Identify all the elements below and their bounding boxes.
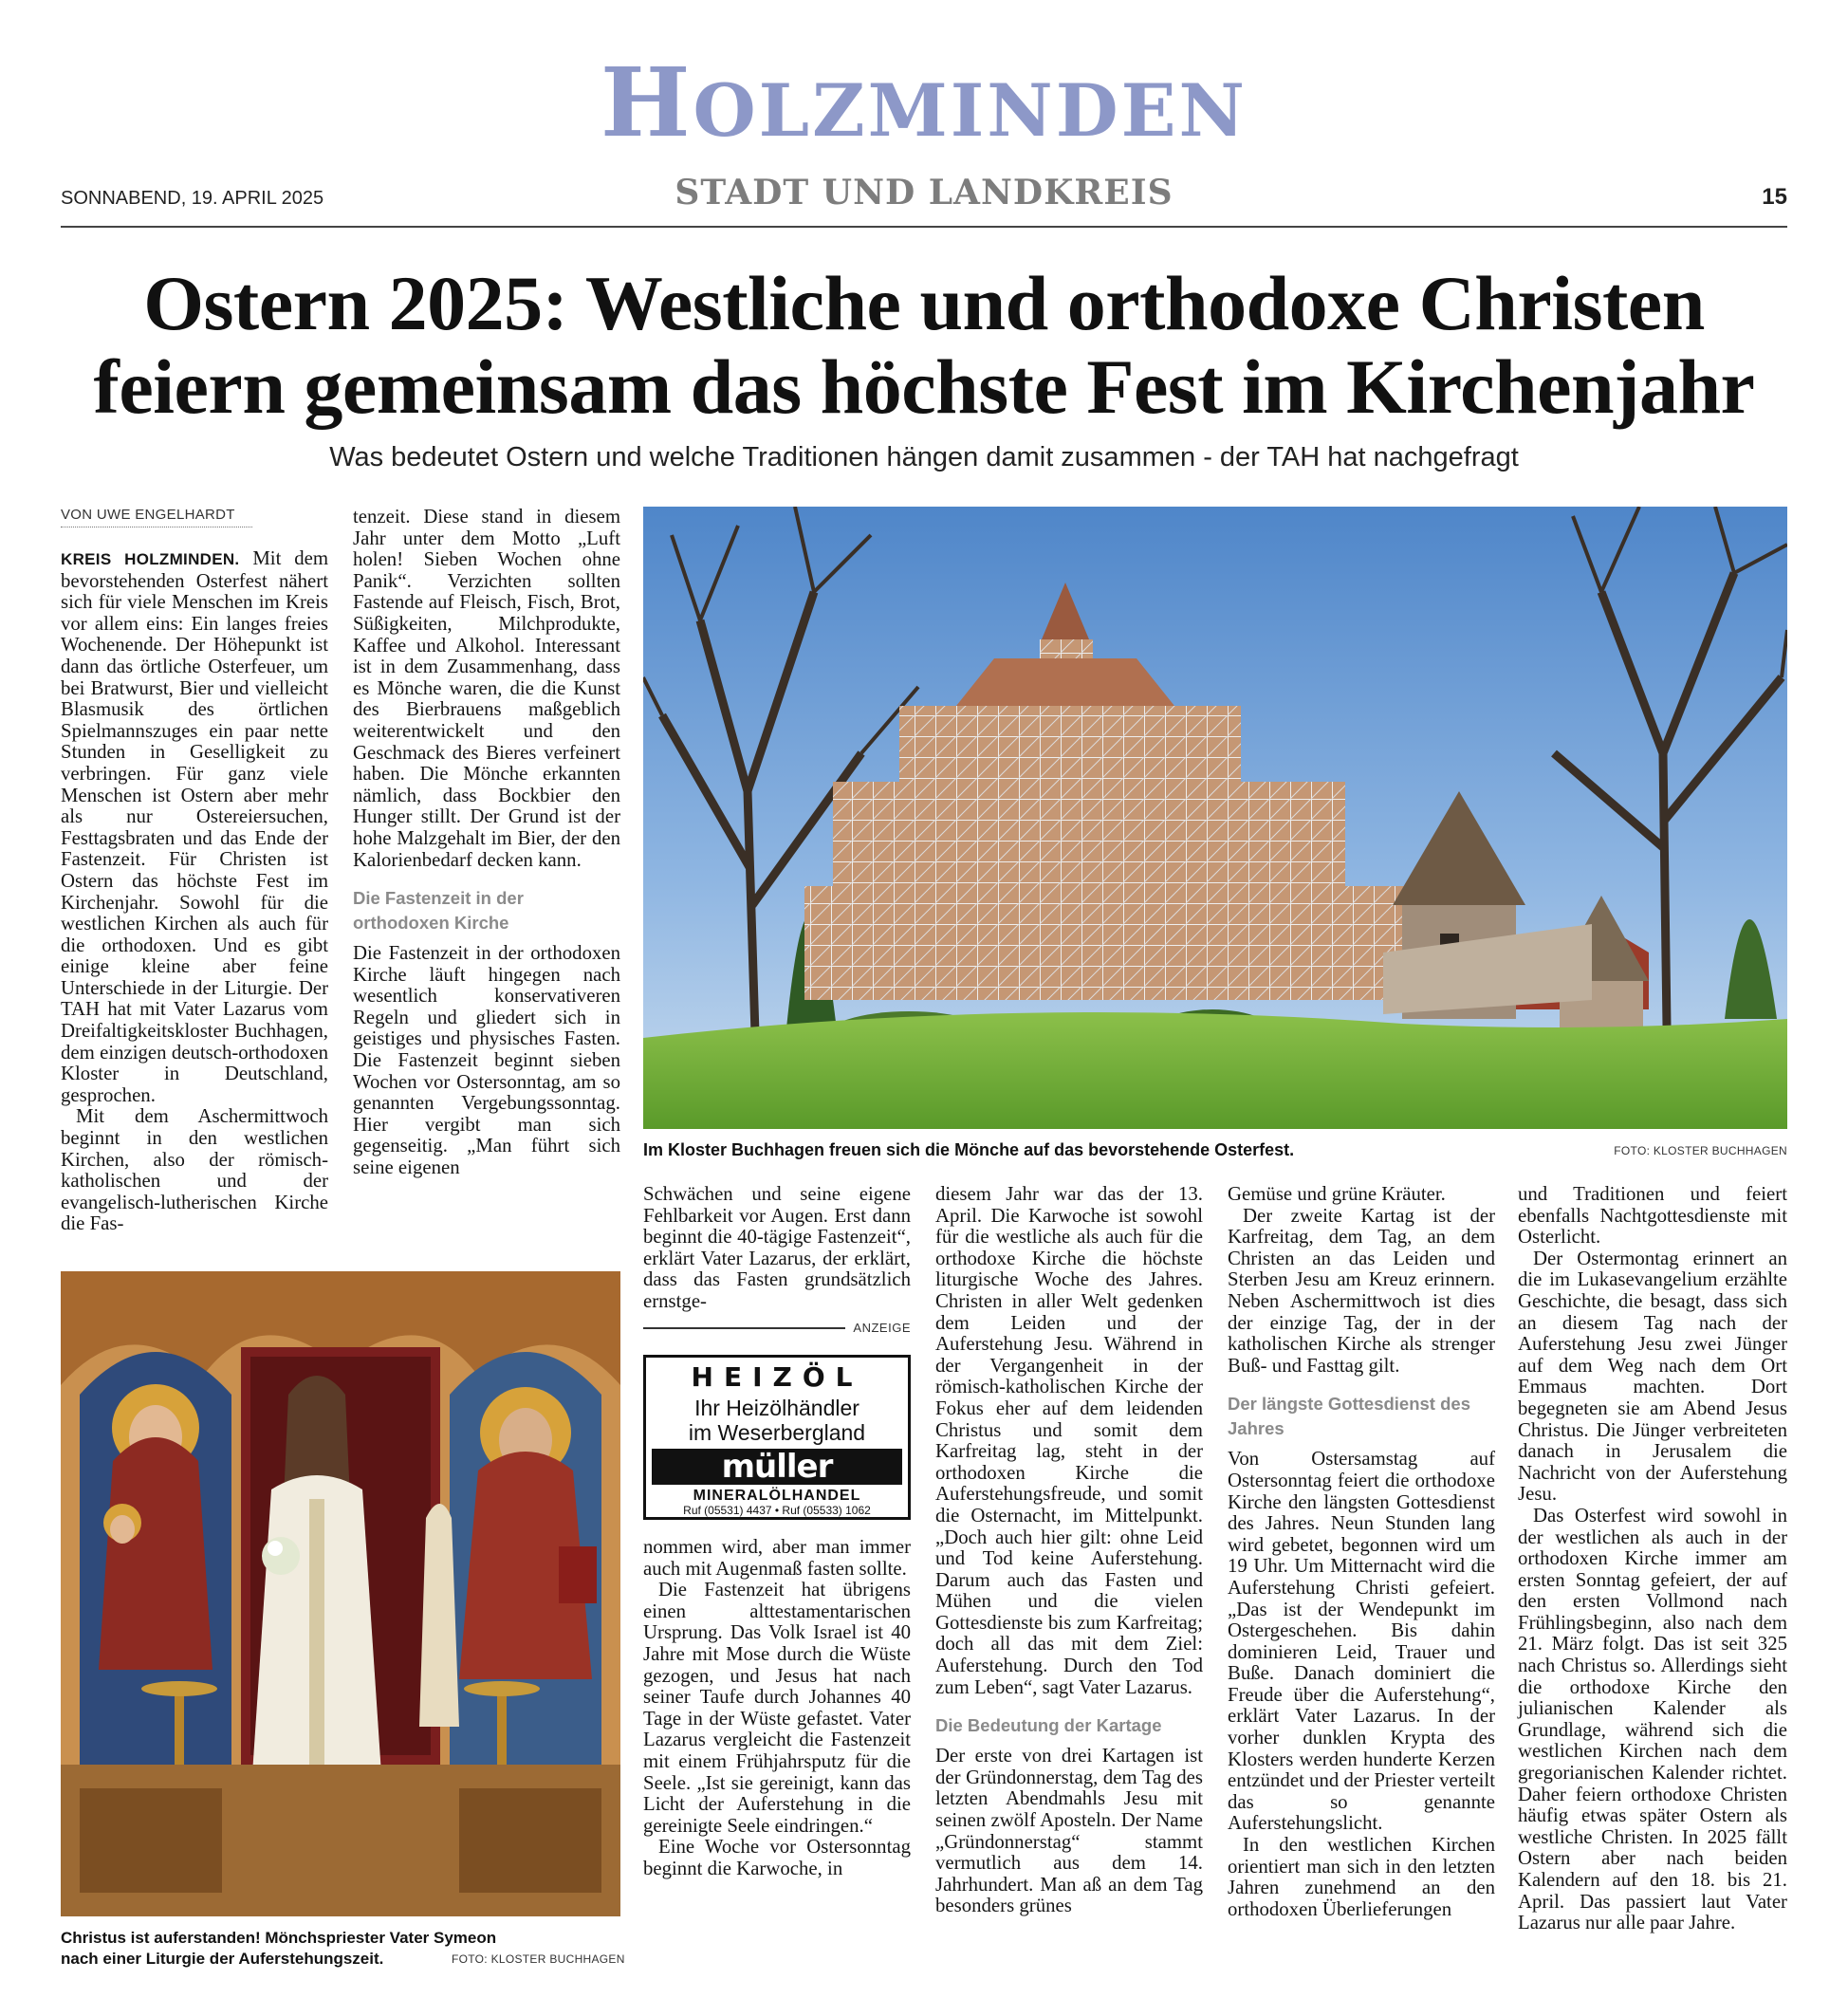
priest-photo [61,1271,620,1916]
article-subheading: Die Bedeutung der Kartage [935,1715,1162,1736]
divider [643,1327,845,1329]
paragraph: Das Osterfest wird sowohl in der westlichen als auch in der orthodoxen Kirche immer am ersten Sonntag gefeiert, der auf den ersten Vollmond nach Frühlingsbeginn, also nach dem 21. März folgt. Das ist seit 325 nach Christus so. Allerdings sieht die orthodoxe Kirche den julianischen Kalender als Grundlage, während sich die westlichen Kirchen nach dem gregorianischen Kalender richtet. Daher feiern orthodoxe Christen häufig etwas später Ostern als westliche Christen. In 2025 fällt Ostern aber nach beiden Kalendern auf den 18. bis 21. April. Das passiert laut Vater Lazarus nur alle paar Jahre. [1518,1504,1787,1934]
headline-line-1: Ostern 2025: Westliche und orthodoxe Christen [143,260,1705,346]
ad-company: MINERALÖLHANDEL [693,1488,861,1504]
paragraph: und Traditionen und feiert ebenfalls Nachtgottesdienste mit Osterlicht. [1518,1183,1787,1249]
page-number: 15 [1762,184,1787,210]
paragraph: Mit dem Aschermittwoch beginnt in den westlichen Kirchen, also der römisch-katholischen und der evangelisch-lutherischen Kirche die Fas- [61,1105,328,1235]
paragraph: Der Ostermontag erinnert an die im Lukasevangelium erzählte Geschichte, die besagt, dass sich an diesem Tag nach der Auferstehung Jesu zwei Jünger auf dem Weg nach dem Ort Emmaus machten. Dort begegneten sie am Abend Jesus Christus. Die Jünger verbreiteten danach in Jerusalem die Nachricht von der Auferstehung Jesu. [1518,1247,1787,1506]
issue-date: SONNABEND, 19. APRIL 2025 [61,188,324,209]
article-subheading: Der längste Gottesdienst des Jahres [1228,1394,1470,1439]
paragraph: Von Ostersamstag auf Ostersonntag feiert die orthodoxe Kirche den längsten Gottesdienst des Jahres. Neun Stunden lang wird gebetet, begonnen wird um 19 Uhr. Um Mitternacht wird die Auferstehung Christi gefeiert. „Das ist der Wendepunkt im Ostergeschehen. Bis dahin dominieren Leid, Trauer und Buße. Danach dominiert die Freude über die Auferstehung“, erklärt Vater Lazarus. In der vorher dunklen Krypta des Klosters werden hunderte Kerzen entzündet und der Priester verteilt das so genannte Auferstehungslicht. [1228,1448,1495,1835]
ad-tagline: Ihr Heizölhändler im Weserbergland [688,1396,866,1445]
article-headline [61,262,1787,429]
monastery-photo [643,507,1787,1129]
header-divider [61,226,1787,228]
headline-line-2: feiern gemeinsam das höchste Fest im Kirchenjahr [93,343,1755,430]
photo-caption: Christus ist auferstanden! Mönchspriester Vater Symeon nach einer Liturgie der Auferstehungszeit. [61,1929,497,1968]
photo-caption: Im Kloster Buchhagen freuen sich die Mönche auf das bevorstehende Osterfest. [643,1140,1295,1159]
paragraph: Die Fastenzeit in der orthodoxen Kirche läuft hingegen nach wesentlich konservativeren Regeln und gliedert sich in geistiges und physisches Fasten. Die Fastenzeit beginnt sieben Wochen vor Ostersonntag, am so genannten Vergebungssonntag. Hier vergibt man sich gegenseitig. „Man führt sich seine eigenen [353,942,620,1179]
paragraph: In den westlichen Kirchen orientiert man sich in den letzten Jahren zunehmend an den orthodoxen Überlieferungen [1228,1834,1495,1920]
ad-phone: Ruf (05531) 4437 • Ruf (05533) 1062 [683,1504,871,1517]
paragraph: tenzeit. Diese stand in diesem Jahr unter dem Motto „Luft holen! Sieben Wochen ohne Panik“. Verzichten sollten Fastende auf Fleisch, Fisch, Brot, Süßigkeiten, Milchprodukte, Kaffee und Alkohol. Interessant ist in dem Zusammenhang, dass es Mönche waren, die die Kunst des Bierbrauens maßgeblich weiterentwickelt und den Geschmack des Bieres verfeinert haben. Die Mönche erkannten nämlich, dass Bockbier den Hunger stillt. Der Grund ist der hohe Malzgehalt im Bier, der den Kalorienbedarf decken kann. [353,506,620,871]
monastery-scaffolding-image [643,507,1787,1129]
article-column-1 [61,548,328,1235]
heating-oil-advertisement[interactable] [643,1355,911,1520]
article-column-3-top [643,1184,911,1313]
article-column-4 [935,1184,1203,1917]
article-column-3 [643,1537,911,1880]
article-subheadline: Was bedeutet Ostern und welche Traditionen hängen damit zusammen - der TAH hat nachgefragt [329,442,1519,472]
newspaper-title: HOLZMINDEN [600,46,1248,158]
advertisement-label: ANZEIGE [643,1321,911,1335]
paragraph: Eine Woche vor Ostersonntag beginnt die Karwoche, in [643,1836,911,1879]
paragraph: KREIS HOLZMINDEN. Mit dem bevorstehenden Osterfest nähert sich für viele Menschen im Kreis vor allem eins: Ein langes freies Wochenende. Der Höhepunkt ist dann das örtliche Osterfeuer, um bei Bratwurst, Bier und vielleicht Blasmusik des örtlichen Spielmannszuges ein paar nette Stunden in Geselligkeit zu verbringen. Für ganz viele Menschen ist Ostern aber mehr als nur Ostereiersuchen, Festtagsbraten und das Ende der Fastenzeit. Für Christen ist Ostern das höchste Fest im Kirchenjahr. Sowohl für die westlichen Kirchen als auch für die orthodoxen. Und es gibt einige kleine aber feine Unterschiede in der Liturgie. Der TAH hat mit Vater Lazarus vom Dreifaltigkeitskloster Buchhagen, dem einzigen deutsch-orthodoxen Kloster in Deutschland, gesprochen. [61,547,329,1106]
photo-credit: FOTO: KLOSTER BUCHHAGEN [452,1952,625,1966]
article-subheading: Die Fastenzeit in der orthodoxen Kirche [353,888,524,934]
byline: VON UWE ENGELHARDT [61,507,252,527]
paragraph: Der zweite Kartag ist der Karfreitag, dem Tag, an dem Christen an das Leiden und Sterben Jesu am Kreuz erinnern. Neben Aschermittwoch ist dies der einzige Tag, der in der katholischen Kirche als strenger Buß- und Fasttag gilt. [1228,1204,1495,1377]
paragraph: diesem Jahr war das der 13. April. Die Karwoche ist sowohl für die westliche als auch für die orthodoxe Kirche die höchste liturgische Woche des Jahres. Christen in aller Welt gedenken dem Leiden und der Auferstehung Jesu. Während in der Vergangenheit in der römisch-katholischen Kirche der Fokus eher auf dem leidenden Christus und somit dem Karfreitag lag, steht in der orthodoxen Kirche die Auferstehungsfreude, und somit die Osternacht, im Mittelpunkt. „Doch auch hier gilt: ohne Leid und Tod keine Auferstehung. Darum auch das Fasten und Mühen und die vielen Gottesdienste bis zum Karfreitag; doch all das mit dem Ziel: Auferstehung. Durch den Tod zum Leben“, sagt Vater Lazarus. [935,1183,1203,1698]
paragraph: Der erste von drei Kartagen ist der Gründonnerstag, dem Tag des letzten Abendmahls Jesu mit seinen zwölf Aposteln. Der Name „Gründonnerstag“ stammt vermutlich aus dem 14. Jahrhundert. Man aß an dem Tag besonders grünes [935,1745,1203,1917]
section-title: STADT UND LANDKREIS [675,173,1173,213]
ad-headline: HEIZÖL [691,1361,863,1393]
article-column-2 [353,507,620,1179]
article-column-5 [1228,1184,1495,1920]
priest-iconostasis-image [61,1271,620,1916]
photo-credit: FOTO: KLOSTER BUCHHAGEN [1614,1144,1787,1157]
paragraph: nommen wird, aber man immer auch mit Augenmaß fasten sollte. [643,1536,911,1580]
paragraph: Die Fastenzeit hat übrigens einen alttestamentarischen Ursprung. Das Volk Israel ist 40 Jahre mit Mose durch die Wüste gezogen, und Jesus hat nach seiner Taufe durch Johannes 40 Tage in der Wüste gefastet. Vater Lazarus vergleicht die Fastenzeit mit einem Frühjahrsputz für die Seele. „Ist sie gereinigt, kann das Licht der Auferstehung in die gereinigte Seele eindringen.“ [643,1579,911,1837]
paragraph: Gemüse und grüne Kräuter. [1228,1183,1446,1205]
paragraph: Schwächen und seine eigene Fehlbarkeit vor Augen. Erst dann beginnt die 40-tägige Fastenzeit“, erklärt Vater Lazarus, der erklärt, dass das Fasten grundsätzlich ernstge- [643,1183,911,1312]
ad-brand-logo: müller [652,1449,902,1485]
article-column-6 [1518,1184,1787,1934]
dateline-lead: KREIS HOLZMINDEN. [61,550,240,568]
